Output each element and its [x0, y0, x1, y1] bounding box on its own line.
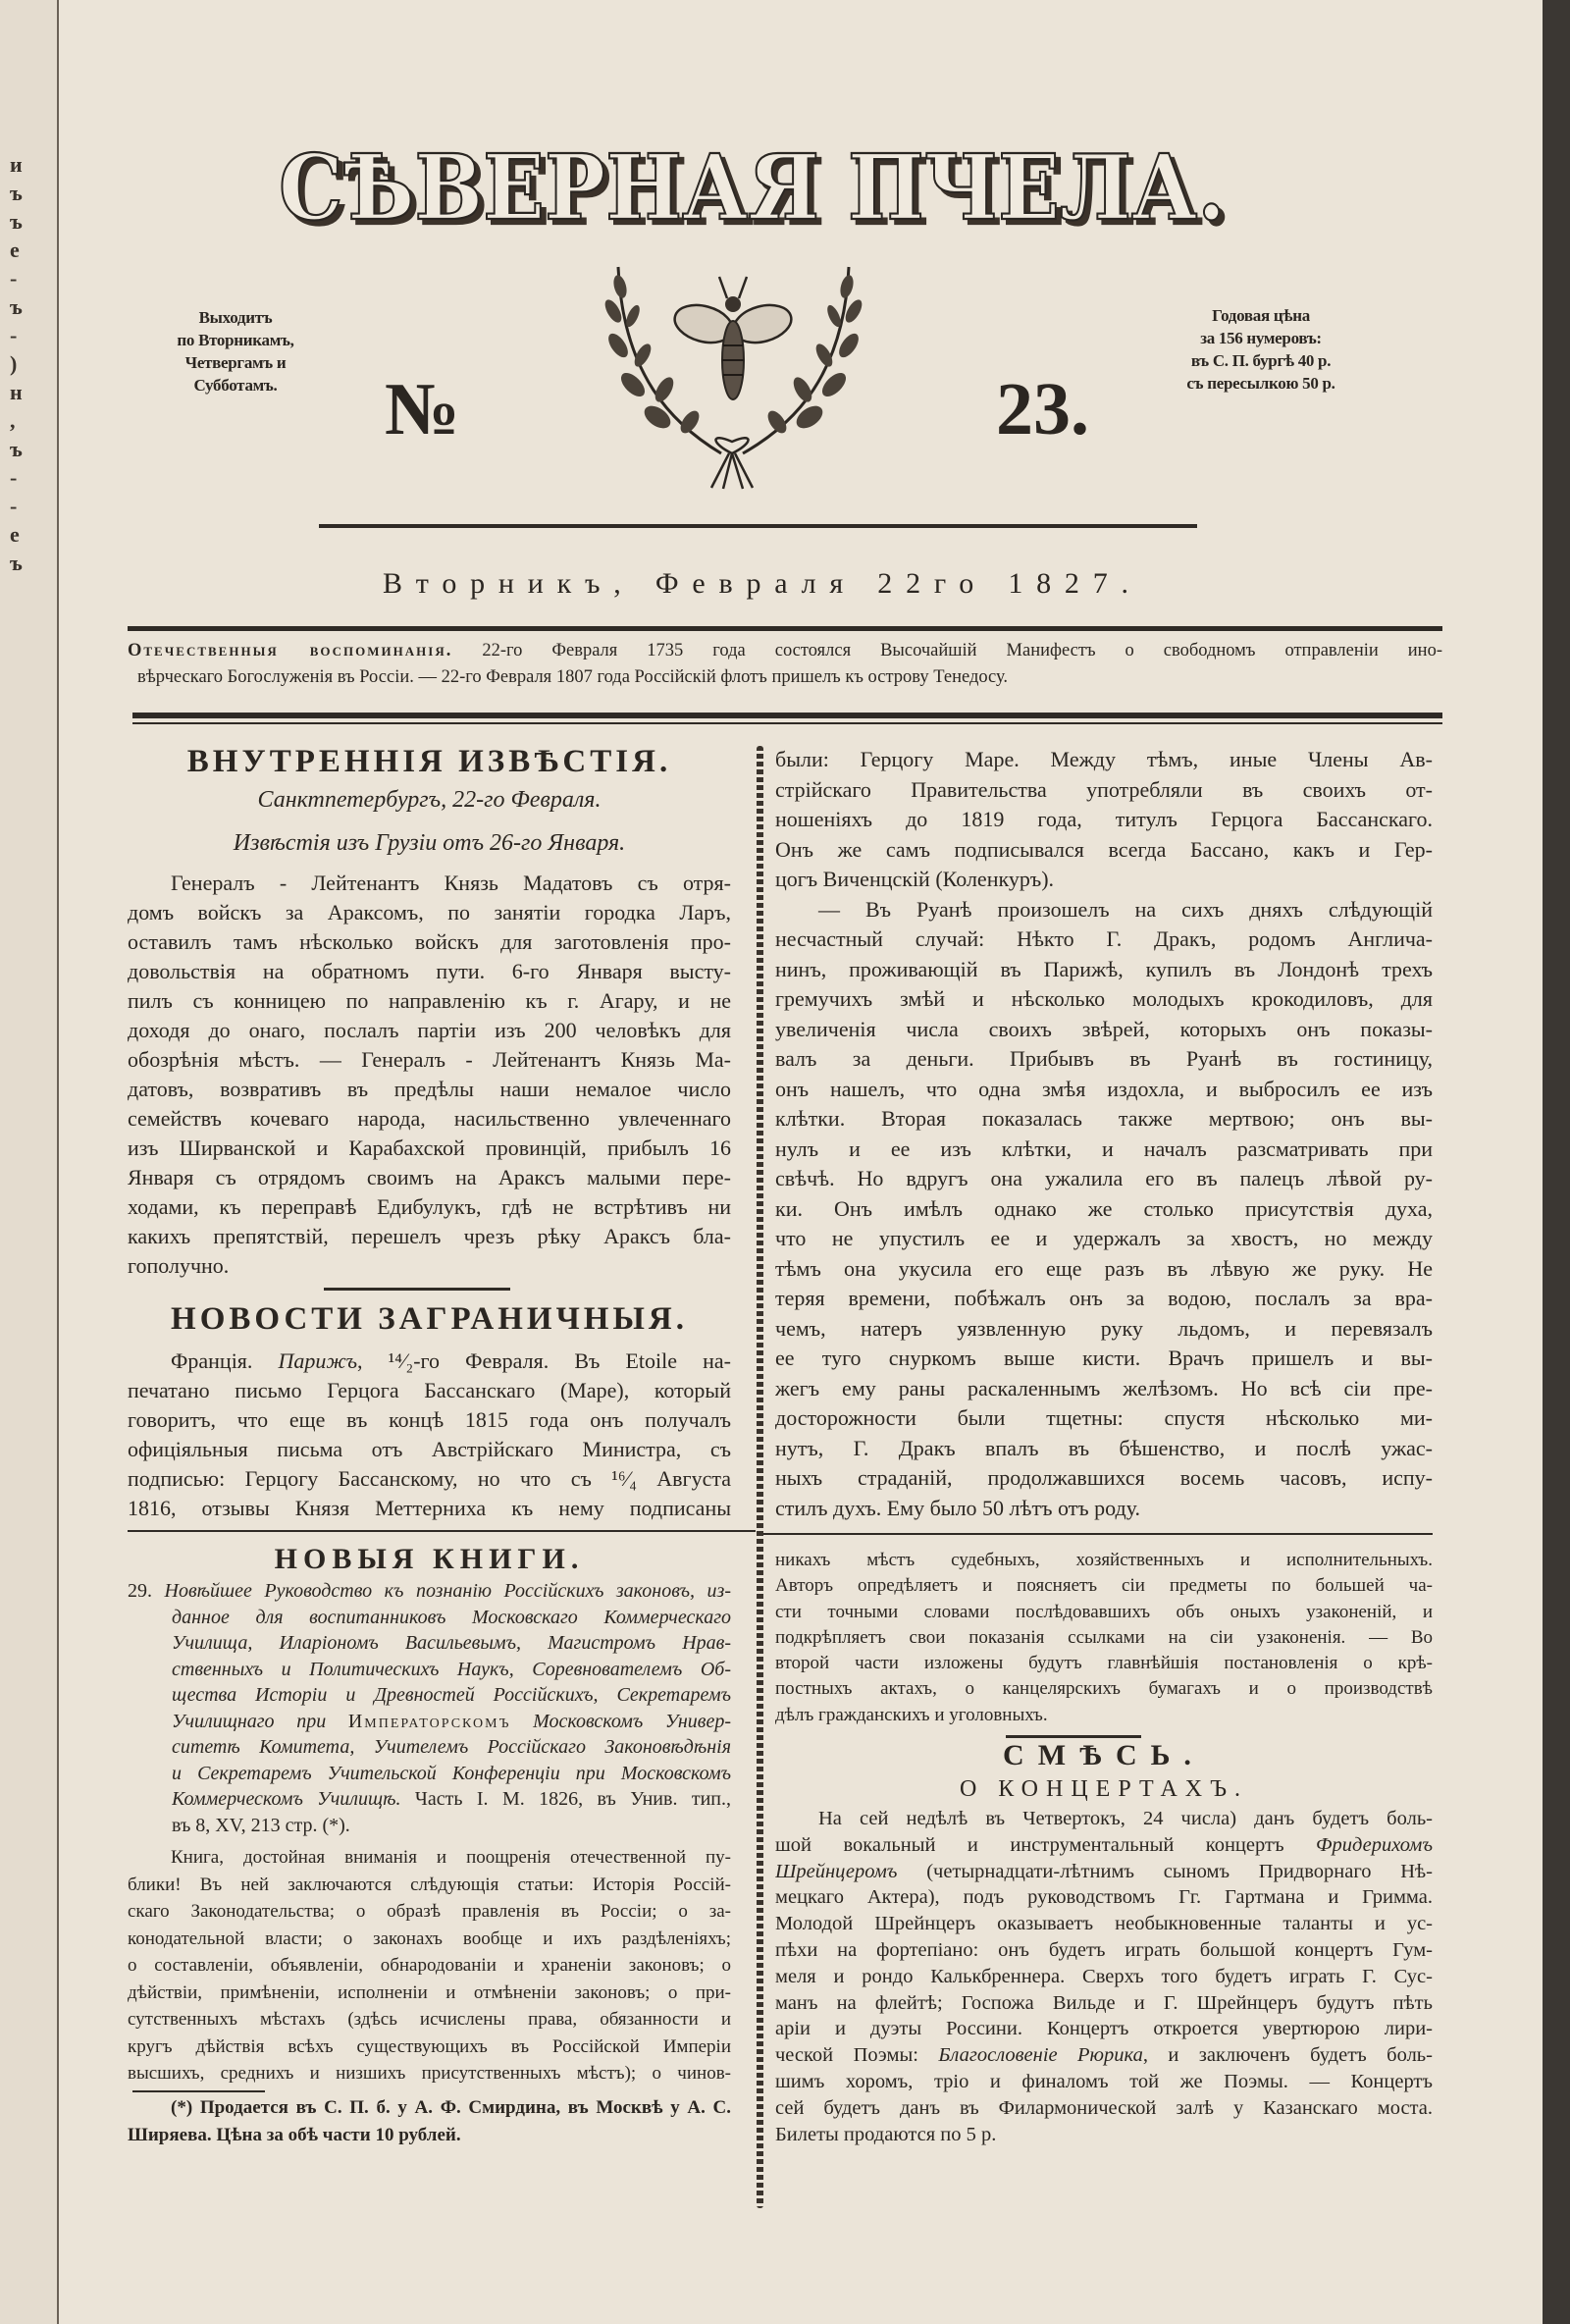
domestic-news-dateline: Санктпетербургъ, 22-го Февраля. — [257, 787, 602, 813]
price-line: за 156 нумеровъ: — [1200, 329, 1322, 347]
italic-segment: щества Исторіи и Древностей Россійскихъ, Секретаремъ — [172, 1684, 731, 1706]
text-segment: ческой Поэмы: — [775, 2044, 939, 2067]
text-line: Генералъ - Лейтенантъ Князь Мадатовъ съ отря- — [171, 871, 731, 895]
text-line: какихъ препятствій, перешелъ чрезъ рѣку Араксъ бла- — [128, 1224, 731, 1248]
text-line: изъ Ширванской и Карабахской провинцій, прибылъ 16 — [128, 1136, 731, 1160]
text-line: что не упустилъ ее и удержалъ за хвостъ, но между — [775, 1226, 1433, 1250]
margin-character: ъ — [10, 551, 23, 575]
issue-date-text: Вторникъ, Февраля 22го 1827. — [383, 567, 1128, 600]
text-line: блики! Въ ней заключаются слѣдующія статьи: Исторія Россій- — [128, 1874, 731, 1895]
text-line: подписью: Герцогу Бассанскому, но что съ ¹⁶⁄₄ Августа — [128, 1466, 731, 1491]
text-line: мецкаго Актера), подъ руководствомъ Гг. Гартмана и Гримма. — [775, 1886, 1433, 1909]
section-separator — [763, 1533, 1433, 1535]
text-line: теряя времени, побѣжалъ онъ за водою, послалъ за вра- — [775, 1286, 1433, 1310]
text-line: Ширяева. Цѣна за обѣ части 10 рублей. — [128, 2124, 461, 2145]
text-line: стилъ духъ. Ему было 50 лѣтъ отъ роду. — [775, 1495, 1141, 1520]
text-line: чемъ, натеръ уязвленную руку льдомъ, и перевязалъ — [775, 1315, 1433, 1341]
text-line: доходя до онаго, послалъ партіи изъ 200 человѣкъ для — [128, 1018, 731, 1042]
text-line: шимъ хоромъ, тріо и финаломъ той же Поэмы. — Концертъ — [775, 2070, 1433, 2092]
margin-character: е — [10, 522, 20, 547]
text-line: второй части изложены будутъ главнѣйшія постановленія о крѣ- — [775, 1653, 1433, 1674]
text-line — [775, 1832, 1433, 1859]
margin-character: и — [10, 152, 23, 177]
section-separator — [1006, 1735, 1141, 1738]
text-line: семействъ кочеваго народа, насильственно увлеченнаго — [128, 1106, 731, 1131]
text-segment: 29. — [128, 1580, 165, 1602]
foreign-news-continuation — [775, 745, 1433, 1523]
text-line: сутственныхъ мѣстахъ (здѣсь исчислены права, обязанности и — [128, 2009, 731, 2030]
text-line: нулъ и ее изъ клѣтки, и началъ разсматривать при — [775, 1136, 1433, 1161]
scan-border — [1543, 0, 1570, 2324]
text-line — [128, 1578, 731, 1605]
issue-number: 23. — [996, 368, 1089, 450]
text-line: Онъ же самъ подписывался всегда Бассано, какъ и Гер- — [775, 836, 1433, 862]
text-line: ки. Онъ имѣлъ однако же столько присутствія духа, — [775, 1195, 1433, 1221]
book-review — [128, 1844, 731, 2087]
book-footnote — [128, 2094, 731, 2148]
text-line: Книга, достойная вниманія и поощренія отечественной пу- — [171, 1847, 731, 1868]
schedule-line: по Вторникамъ, — [177, 331, 294, 349]
text-segment: Франція. — [171, 1348, 279, 1373]
new-books-heading: НОВЫЯ КНИГИ. — [274, 1543, 585, 1575]
text-line: нутъ, Г. Дракъ впалъ въ бѣшенство, и послѣ ужас- — [775, 1435, 1433, 1460]
issue-number-sign: № — [385, 368, 460, 450]
text-line: довольствія на обратномъ пути. 6-го Января высту- — [128, 959, 731, 983]
text-line: пилъ съ конницею по направленію къ г. Агару, и не — [128, 988, 731, 1013]
text-line: гремучихъ змѣй и нѣсколько молодыхъ крокодиловъ, для — [775, 986, 1433, 1011]
margin-character: ъ — [10, 437, 23, 461]
bee-emblem — [594, 257, 873, 493]
text-line: стрійскаго Правительства употребляли въ своихъ от- — [775, 776, 1433, 802]
italic-segment: и Секретаремъ Учительской Конференціи при Московскомъ — [172, 1762, 731, 1784]
text-line: 1816, отзывы Князя Меттерниха къ нему подписаны — [128, 1496, 731, 1520]
price-line: Годовая цѣна — [1212, 306, 1310, 325]
text-line: въ 8, XV, 213 стр. (*). — [172, 1814, 350, 1836]
text-line: домъ войскъ за Араксомъ, по занятіи городка Ларъ, — [128, 900, 731, 924]
paragraph — [128, 2094, 731, 2148]
text-segment: , и заключенъ будетъ боль- — [1142, 2044, 1433, 2067]
italic-segment: Благословеніе Рюрика — [938, 2044, 1143, 2067]
text-line: (*) Продается въ С. П. б. у А. Ф. Смирдина, въ Москвѣ у А. С. — [171, 2097, 731, 2118]
text-line — [775, 2042, 1433, 2069]
italic-segment: данное для воспитанниковъ Московскаго Коммерческаго — [172, 1606, 731, 1628]
text-segment: (четырнадцати-лѣтнимъ сыномъ Придворнаго Нѣ- — [897, 1860, 1433, 1882]
text-segment: , ¹⁴⁄₂-го Февраля. Въ Etoile на- — [357, 1348, 731, 1373]
subscription-price — [1158, 304, 1364, 395]
domestic-news-heading: ВНУТРЕННІЯ ИЗВѢСТІЯ. — [186, 744, 672, 779]
miscellany-heading: СМѢСЬ. — [1003, 1739, 1205, 1771]
memorial-text: 22-го Февраля 1735 года состоялся Высочайшій Манифестъ о свободномъ отправленіи ино- — [452, 641, 1442, 660]
paragraph — [775, 1548, 1433, 1728]
margin-character: - — [10, 323, 18, 347]
text-line: никахъ мѣстъ судебныхъ, хозяйственныхъ и исполнительныхъ. — [775, 1550, 1433, 1570]
text-line: были: Герцогу Маре. Между тѣмъ, иные Члены Ав- — [775, 747, 1433, 771]
text-line: — Въ Руанѣ произошелъ на сихъ дняхъ слѣдующій — [818, 896, 1433, 922]
text-line: онъ нашелъ, что одна змѣя издохла, и выбросилъ ее изъ — [775, 1076, 1433, 1101]
paragraph — [128, 1347, 731, 1523]
text-line — [172, 1734, 731, 1761]
text-line: сей будетъ данъ въ Филармонической залѣ у Казанскаго моста. — [775, 2096, 1433, 2119]
text-line: Билеты продаются по 5 р. — [775, 2123, 997, 2145]
footnote-rule — [132, 2090, 265, 2092]
paragraph — [775, 1806, 1433, 2147]
margin-character: - — [10, 494, 18, 518]
text-line: кругъ дѣйствія всѣхъ существующихъ въ Россійской Имперіи — [128, 2035, 731, 2057]
concerts-body — [775, 1806, 1433, 2147]
text-line: увеличенія числа своихъ звѣрей, которыхъ онъ показы- — [775, 1016, 1433, 1041]
memorial-line: вѣрческаго Богослуженія въ Россіи. — 22-го Февраля 1807 года Россійскій флотъ пришелъ къ острову Тенедосу. — [137, 667, 1009, 687]
margin-character: ъ — [10, 209, 23, 234]
text-line: свѣчѣ. Но вдругъ она ужалила его въ палецъ лѣвой ру- — [775, 1166, 1433, 1190]
text-line: конодательной власти; о законахъ вообще и ихъ раздѣленіяхъ; — [128, 1928, 731, 1949]
section-double-rule-bottom — [132, 722, 1442, 724]
text-line: тѣмъ она укусила его еще разъ въ лѣвую же руку. Не — [775, 1255, 1433, 1281]
text-line — [172, 1605, 731, 1631]
text-line: подкрѣпляетъ свои показанія ссылками на сіи узаконенія. — Во — [775, 1626, 1433, 1648]
book-review-continuation — [775, 1548, 1433, 1728]
text-line: ношеніяхъ до 1819 года, титулъ Герцога Бассанскаго. — [775, 807, 1433, 831]
text-line: ныхъ страданій, продолжавшихся восемь часовъ, испу- — [775, 1465, 1433, 1490]
text-line: оставилъ тамъ нѣсколько войскъ для заготовленія про- — [128, 929, 731, 954]
masthead-title-text: СѢВЕРНАЯ ПЧЕЛА. — [279, 135, 1226, 234]
previous-page-edge — [0, 0, 59, 2324]
text-line: офиціяльныя письма отъ Австрійскаго Министра, съ — [128, 1437, 731, 1461]
publication-schedule — [157, 306, 314, 396]
text-line — [172, 1761, 731, 1787]
italic-segment: ственныхъ и Политическихъ Наукъ, Соревнователемъ Об- — [172, 1658, 731, 1680]
paragraph — [128, 1578, 731, 1838]
concerts-subheading: О КОНЦЕРТАХЪ. — [959, 1776, 1249, 1802]
domestic-news-subheading: Извѣстія изъ Грузіи отъ 26-го Января. — [233, 830, 626, 856]
price-line: съ пересылкою 50 р. — [1186, 374, 1335, 393]
column-divider — [757, 746, 763, 2208]
schedule-line: Выходитъ — [198, 308, 273, 327]
text-line: валъ за деньги. Прибывъ въ Руанѣ въ гостиницу, — [775, 1046, 1433, 1071]
text-line: пѣхи на фортепіано: онъ будетъ играть большой концертъ Гум- — [775, 1938, 1433, 1961]
text-line — [775, 1859, 1433, 1885]
text-line: манъ на флейтѣ; Госпожа Вильде и Г. Шрейнцеръ будутъ пѣть — [775, 1991, 1433, 2014]
masthead-rule — [319, 524, 1197, 528]
text-line: нинъ, проживающій въ Парижѣ, купилъ въ Лондонѣ трехъ — [775, 956, 1433, 981]
section-separator — [324, 1288, 510, 1291]
domestic-news-body — [128, 869, 731, 1281]
margin-character: н — [10, 380, 23, 404]
text-line: Авторъ опредѣляетъ и поясняетъ сіи предметы по большей ча- — [775, 1575, 1433, 1597]
foreign-news-body — [128, 1347, 731, 1523]
foreign-news-heading: НОВОСТИ ЗАГРАНИЧНЫЯ. — [171, 1301, 688, 1337]
text-line — [172, 1657, 731, 1683]
text-line: ходами, къ переправѣ Едибулукъ, гдѣ не встрѣтивъ ни — [128, 1194, 731, 1219]
bee-icon — [670, 277, 795, 399]
text-line: цогъ Виченцскій (Коленкуръ). — [775, 867, 1055, 891]
margin-character: - — [10, 465, 18, 490]
text-line: Молодой Шрейнцеръ оказываетъ необыкновенные таланты и ус- — [775, 1913, 1433, 1935]
schedule-line: Четвергамъ и — [184, 353, 287, 372]
section-double-rule-top — [132, 713, 1442, 718]
text-line: Января съ отрядомъ своимъ на Араксъ малыми пере- — [128, 1165, 731, 1189]
text-line: постныхъ актахъ, о канцелярскихъ бумагахъ и о производствѣ — [775, 1678, 1433, 1700]
text-line — [172, 1709, 731, 1735]
memorial-line — [128, 638, 1442, 664]
italic-segment: Московскомъ Универ- — [510, 1710, 731, 1732]
text-line: скаго Законодательства; о образѣ правленія въ Россіи; о за- — [128, 1901, 731, 1922]
text-line: печатано письмо Герцога Бассанскаго (Маре), который — [128, 1378, 731, 1402]
issue-date — [378, 559, 1143, 604]
margin-character: ) — [10, 351, 18, 376]
italic-segment: Парижъ — [278, 1348, 358, 1373]
masthead-title — [265, 135, 1246, 234]
text-line — [172, 1682, 731, 1709]
price-line: въ С. П. бургѣ 40 р. — [1190, 351, 1332, 370]
italic-segment: ситетѣ Комитета, Учителемъ Россійскаго Законовѣдѣнія — [172, 1736, 731, 1758]
text-line: клѣтки. Вторая показалась также мертвою; онъ вы- — [775, 1106, 1433, 1131]
italic-segment: Шрейнцеромъ — [775, 1860, 898, 1882]
text-line: гополучно. — [128, 1253, 230, 1278]
text-line: о составленіи, объявленіи, обнародованіи и храненіи законовъ; о — [128, 1955, 731, 1976]
text-line: меля и рондо Калькбреннера. Сверхъ того будетъ играть Г. Сус- — [775, 1965, 1433, 1987]
italic-segment: Училищнаго при — [172, 1710, 348, 1732]
italic-segment: Новѣйшее Руководство къ познанію Россійскихъ законовъ, из- — [164, 1580, 731, 1602]
memorial-notes — [128, 638, 1442, 691]
section-separator — [128, 1530, 756, 1532]
date-rule — [128, 626, 1442, 631]
book-entry — [128, 1578, 731, 1838]
text-segment: Императорскомъ — [347, 1710, 511, 1732]
text-segment: шой вокальный и инструментальный концертъ — [775, 1833, 1316, 1856]
text-line — [128, 1347, 731, 1376]
text-line: жегъ ему раны раскаленнымъ желѣзомъ. Но всѣ сіи пре- — [775, 1375, 1433, 1400]
margin-character: , — [10, 408, 16, 433]
text-line — [172, 1786, 731, 1813]
text-line: говоритъ, что еще въ концѣ 1815 года онъ получалъ — [128, 1407, 731, 1432]
text-line: досторожности были тщетны: спустя нѣсколько ми- — [775, 1405, 1433, 1430]
text-segment: Часть I. М. 1826, въ Унив. тип., — [400, 1788, 731, 1810]
text-line: несчастный случай: Нѣкто Г. Дракъ, родомъ Англича- — [775, 926, 1433, 951]
paragraph — [128, 1844, 731, 2087]
text-line: дѣлъ гражданскихъ и уголовныхъ. — [775, 1704, 1048, 1725]
italic-segment: Фридерихомъ — [1316, 1833, 1433, 1856]
paragraph — [775, 895, 1433, 1524]
text-line: На сей недѣлѣ въ Четвертокъ, 24 числа) данъ будетъ боль- — [818, 1808, 1433, 1829]
text-line — [172, 1630, 731, 1657]
margin-character: е — [10, 238, 20, 262]
text-line: датовъ, возвративъ въ предѣлы наши немалое число — [128, 1077, 731, 1101]
italic-segment: Коммерческомъ Училищѣ. — [172, 1788, 401, 1810]
text-line: аріи и дуэты Россини. Концертъ откроется увертюрою лири- — [775, 2018, 1433, 2040]
memorial-label: Отечественныя воспоминанія. — [128, 641, 453, 660]
margin-character: ъ — [10, 294, 23, 319]
margin-character: - — [10, 266, 18, 290]
schedule-line: Субботамъ. — [193, 376, 278, 395]
text-line: дѣйствіи, примѣненіи, исполненіи и отмѣненіи законовъ; о при- — [128, 1981, 731, 2003]
text-line: сти точными словами послѣдовавшихъ объ оныхъ узаконеній, и — [775, 1601, 1433, 1622]
text-line: обозрѣнія мѣстъ. — Генералъ - Лейтенантъ Князь Ма- — [128, 1047, 731, 1072]
paragraph — [775, 745, 1433, 895]
text-line: высшихъ, среднихъ и низшихъ присутственныхъ мѣстъ); о чинов- — [128, 2063, 731, 2084]
text-line: ее туго снуркомъ выше кисти. Врачъ пришелъ и вы- — [775, 1346, 1433, 1370]
paragraph — [128, 869, 731, 1281]
italic-segment: Училища, Иларіономъ Васильевымъ, Магистромъ Нрав- — [172, 1632, 731, 1654]
margin-character: ъ — [10, 181, 23, 205]
